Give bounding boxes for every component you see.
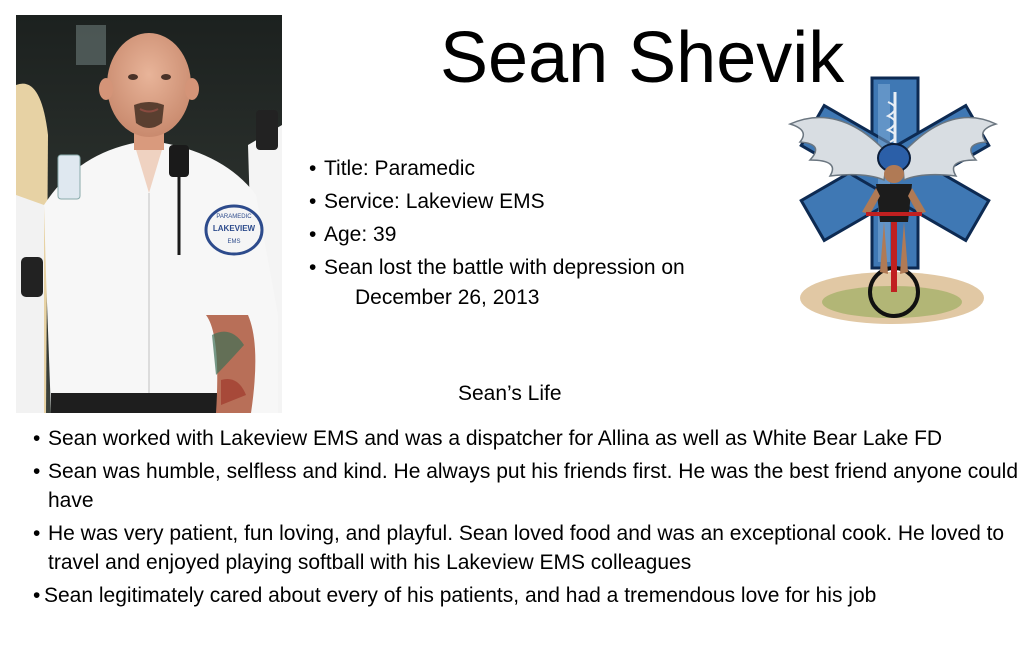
star-of-life-angel-cyclist-icon — [780, 72, 1002, 338]
life-list — [33, 424, 1018, 614]
section-title: Sean’s Life — [458, 382, 562, 405]
page-title: Sean Shevik — [440, 18, 845, 98]
detail-service: • Service: Lakeview EMS — [309, 185, 769, 218]
detail-passing-date: December 26, 2013 — [355, 286, 540, 309]
list-item: • Sean was humble, selfless and kind. He always put his friends first. He was the best friend anyone could have — [33, 457, 1018, 515]
list-item: • Sean worked with Lakeview EMS and was a dispatcher for Allina as well as White Bear Lake FD — [33, 424, 1018, 453]
detail-age: • Age: 39 — [309, 218, 769, 251]
svg-text:PARAMEDIC: PARAMEDIC — [216, 214, 252, 220]
list-item: • Sean legitimately cared about every of his patients, and had a tremendous love for his job — [33, 581, 1018, 610]
svg-text:EMS: EMS — [227, 239, 241, 245]
detail-passing: • Sean lost the battle with depression on December 26, 2013 — [309, 251, 769, 312]
portrait-photo — [16, 15, 282, 413]
svg-text:LAKEVIEW: LAKEVIEW — [212, 224, 256, 233]
details-list — [309, 152, 769, 312]
list-item: • He was very patient, fun loving, and playful. Sean loved food and was an exceptional cook. He loved to travel and enjoyed playing softball with his Lakeview EMS colleagues — [33, 519, 1018, 577]
detail-title: • Title: Paramedic — [309, 152, 769, 185]
